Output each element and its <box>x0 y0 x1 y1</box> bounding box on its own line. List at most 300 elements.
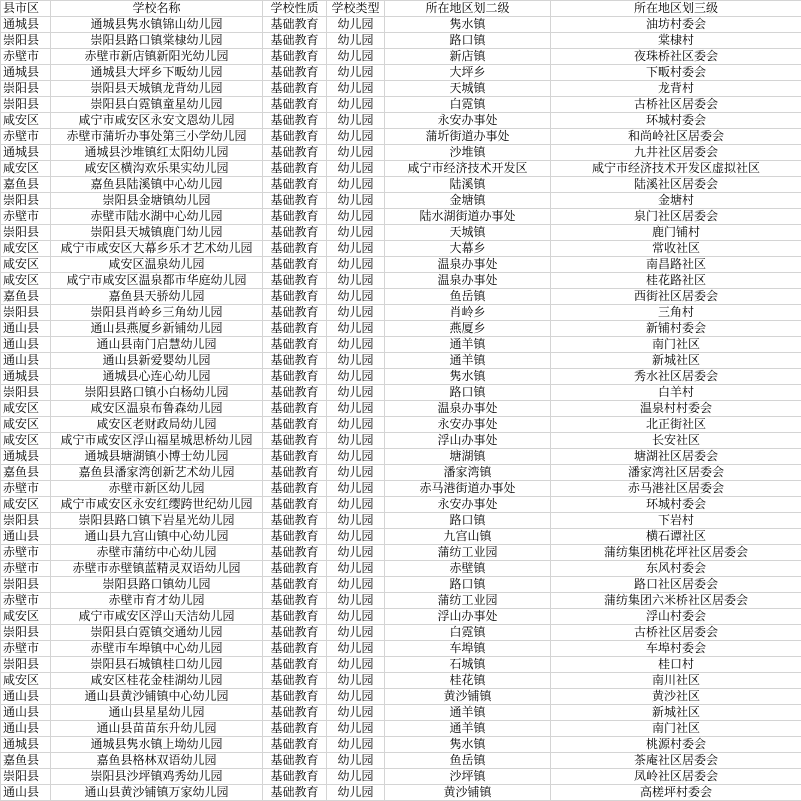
cell-region-level2[interactable]: 车埠镇 <box>385 641 551 657</box>
cell-school-type[interactable]: 幼儿园 <box>327 81 385 97</box>
cell-school-type[interactable]: 幼儿园 <box>327 593 385 609</box>
cell-region-level2[interactable]: 潘家湾镇 <box>385 465 551 481</box>
cell-school-type[interactable]: 幼儿园 <box>327 241 385 257</box>
cell-region-level2[interactable]: 天城镇 <box>385 81 551 97</box>
cell-school-nature[interactable]: 基础教育 <box>263 129 327 145</box>
cell-school-name[interactable]: 通城县塘湖镇小博士幼儿园 <box>51 449 263 465</box>
cell-region-level3[interactable]: 车埠村委会 <box>551 641 801 657</box>
cell-region-level2[interactable]: 温泉办事处 <box>385 273 551 289</box>
cell-region-level2[interactable]: 赤马港街道办事处 <box>385 481 551 497</box>
cell-county[interactable]: 咸安区 <box>1 257 51 273</box>
cell-school-name[interactable]: 赤壁市新区幼儿园 <box>51 481 263 497</box>
cell-region-level2[interactable]: 赤壁镇 <box>385 561 551 577</box>
cell-region-level2[interactable]: 永安办事处 <box>385 417 551 433</box>
cell-school-type[interactable]: 幼儿园 <box>327 65 385 81</box>
cell-county[interactable]: 崇阳县 <box>1 577 51 593</box>
cell-school-name[interactable]: 崇阳县路口镇棠棣幼儿园 <box>51 33 263 49</box>
cell-school-type[interactable]: 幼儿园 <box>327 433 385 449</box>
cell-school-nature[interactable]: 基础教育 <box>263 673 327 689</box>
cell-school-nature[interactable]: 基础教育 <box>263 753 327 769</box>
header-school-nature[interactable]: 学校性质 <box>263 1 327 17</box>
cell-region-level2[interactable]: 鱼岳镇 <box>385 289 551 305</box>
cell-region-level2[interactable]: 浮山办事处 <box>385 433 551 449</box>
cell-county[interactable]: 通山县 <box>1 321 51 337</box>
cell-school-name[interactable]: 咸宁市咸安区永安文恩幼儿园 <box>51 113 263 129</box>
cell-school-type[interactable]: 幼儿园 <box>327 769 385 785</box>
cell-school-nature[interactable]: 基础教育 <box>263 289 327 305</box>
cell-school-name[interactable]: 崇阳县沙坪镇鸡秀幼儿园 <box>51 769 263 785</box>
cell-school-nature[interactable]: 基础教育 <box>263 385 327 401</box>
cell-school-name[interactable]: 崇阳县路口镇幼儿园 <box>51 577 263 593</box>
cell-county[interactable]: 赤壁市 <box>1 481 51 497</box>
cell-school-nature[interactable]: 基础教育 <box>263 625 327 641</box>
cell-region-level3[interactable]: 环城村委会 <box>551 113 801 129</box>
cell-school-type[interactable]: 幼儿园 <box>327 561 385 577</box>
cell-region-level2[interactable]: 永安办事处 <box>385 113 551 129</box>
cell-school-type[interactable]: 幼儿园 <box>327 225 385 241</box>
cell-county[interactable]: 咸安区 <box>1 113 51 129</box>
cell-region-level3[interactable]: 茶庵社区居委会 <box>551 753 801 769</box>
cell-region-level2[interactable]: 通羊镇 <box>385 705 551 721</box>
cell-school-name[interactable]: 咸宁市咸安区温泉都市华庭幼儿园 <box>51 273 263 289</box>
cell-region-level2[interactable]: 鱼岳镇 <box>385 753 551 769</box>
cell-school-nature[interactable]: 基础教育 <box>263 65 327 81</box>
cell-region-level3[interactable]: 塘湖社区居委会 <box>551 449 801 465</box>
cell-region-level2[interactable]: 桂花镇 <box>385 673 551 689</box>
cell-school-type[interactable]: 幼儿园 <box>327 145 385 161</box>
cell-school-name[interactable]: 嘉鱼县陆溪镇中心幼儿园 <box>51 177 263 193</box>
cell-county[interactable]: 赤壁市 <box>1 561 51 577</box>
header-region-level3[interactable]: 所在地区划三级 <box>551 1 801 17</box>
cell-county[interactable]: 崇阳县 <box>1 81 51 97</box>
cell-region-level3[interactable]: 凤岭社区居委会 <box>551 769 801 785</box>
cell-school-name[interactable]: 通山县燕厦乡新铺幼儿园 <box>51 321 263 337</box>
cell-school-type[interactable]: 幼儿园 <box>327 737 385 753</box>
cell-school-nature[interactable]: 基础教育 <box>263 721 327 737</box>
cell-school-name[interactable]: 赤壁市赤壁镇蓝精灵双语幼儿园 <box>51 561 263 577</box>
cell-school-type[interactable]: 幼儿园 <box>327 625 385 641</box>
cell-school-nature[interactable]: 基础教育 <box>263 337 327 353</box>
cell-school-name[interactable]: 崇阳县石城镇桂口幼儿园 <box>51 657 263 673</box>
cell-region-level2[interactable]: 蒲纺工业园 <box>385 593 551 609</box>
cell-region-level2[interactable]: 黄沙铺镇 <box>385 689 551 705</box>
cell-school-type[interactable]: 幼儿园 <box>327 273 385 289</box>
cell-school-type[interactable]: 幼儿园 <box>327 497 385 513</box>
cell-school-name[interactable]: 崇阳县天城镇鹿门幼儿园 <box>51 225 263 241</box>
cell-county[interactable]: 崇阳县 <box>1 513 51 529</box>
cell-region-level3[interactable]: 黄沙社区 <box>551 689 801 705</box>
cell-county[interactable]: 崇阳县 <box>1 193 51 209</box>
cell-region-level2[interactable]: 黄沙铺镇 <box>385 785 551 801</box>
cell-school-type[interactable]: 幼儿园 <box>327 449 385 465</box>
cell-school-type[interactable]: 幼儿园 <box>327 49 385 65</box>
cell-school-name[interactable]: 咸宁市咸安区永安红缨跨世纪幼儿园 <box>51 497 263 513</box>
cell-county[interactable]: 崇阳县 <box>1 657 51 673</box>
cell-region-level3[interactable]: 南门社区 <box>551 721 801 737</box>
cell-county[interactable]: 通城县 <box>1 369 51 385</box>
cell-school-nature[interactable]: 基础教育 <box>263 17 327 33</box>
cell-school-nature[interactable]: 基础教育 <box>263 545 327 561</box>
cell-county[interactable]: 赤壁市 <box>1 209 51 225</box>
cell-county[interactable]: 崇阳县 <box>1 97 51 113</box>
cell-region-level2[interactable]: 永安办事处 <box>385 497 551 513</box>
cell-region-level3[interactable]: 高槎坪村委会 <box>551 785 801 801</box>
cell-county[interactable]: 赤壁市 <box>1 49 51 65</box>
cell-county[interactable]: 通山县 <box>1 785 51 801</box>
cell-county[interactable]: 通城县 <box>1 145 51 161</box>
cell-region-level2[interactable]: 路口镇 <box>385 513 551 529</box>
cell-school-name[interactable]: 咸安区老财政局幼儿园 <box>51 417 263 433</box>
cell-school-nature[interactable]: 基础教育 <box>263 241 327 257</box>
cell-region-level3[interactable]: 温泉村村委会 <box>551 401 801 417</box>
cell-county[interactable]: 咸安区 <box>1 609 51 625</box>
cell-school-nature[interactable]: 基础教育 <box>263 321 327 337</box>
cell-region-level3[interactable]: 新铺村委会 <box>551 321 801 337</box>
cell-region-level3[interactable]: 古桥社区居委会 <box>551 97 801 113</box>
cell-county[interactable]: 咸安区 <box>1 417 51 433</box>
cell-county[interactable]: 赤壁市 <box>1 129 51 145</box>
cell-region-level3[interactable]: 南门社区 <box>551 337 801 353</box>
cell-school-name[interactable]: 赤壁市蒲纺中心幼儿园 <box>51 545 263 561</box>
cell-school-nature[interactable]: 基础教育 <box>263 209 327 225</box>
cell-region-level2[interactable]: 沙堆镇 <box>385 145 551 161</box>
cell-school-name[interactable]: 崇阳县白霓镇交通幼儿园 <box>51 625 263 641</box>
cell-region-level3[interactable]: 和尚岭社区居委会 <box>551 129 801 145</box>
cell-region-level3[interactable]: 桃源村委会 <box>551 737 801 753</box>
cell-region-level3[interactable]: 三角村 <box>551 305 801 321</box>
cell-region-level3[interactable]: 长安社区 <box>551 433 801 449</box>
cell-school-nature[interactable]: 基础教育 <box>263 33 327 49</box>
cell-school-type[interactable]: 幼儿园 <box>327 417 385 433</box>
cell-school-type[interactable]: 幼儿园 <box>327 33 385 49</box>
cell-region-level2[interactable]: 蒲纺工业园 <box>385 545 551 561</box>
cell-school-name[interactable]: 赤壁市新店镇新阳光幼儿园 <box>51 49 263 65</box>
cell-region-level3[interactable]: 蒲纺集团桃花坪社区居委会 <box>551 545 801 561</box>
cell-school-type[interactable]: 幼儿园 <box>327 369 385 385</box>
cell-school-nature[interactable]: 基础教育 <box>263 577 327 593</box>
cell-region-level2[interactable]: 陆水湖街道办事处 <box>385 209 551 225</box>
cell-school-name[interactable]: 咸安区温泉布鲁森幼儿园 <box>51 401 263 417</box>
cell-school-nature[interactable]: 基础教育 <box>263 225 327 241</box>
cell-school-type[interactable]: 幼儿园 <box>327 337 385 353</box>
cell-region-level3[interactable]: 北正街社区 <box>551 417 801 433</box>
cell-region-level3[interactable]: 鹿门铺村 <box>551 225 801 241</box>
cell-county[interactable]: 崇阳县 <box>1 225 51 241</box>
cell-region-level2[interactable]: 白霓镇 <box>385 97 551 113</box>
cell-school-name[interactable]: 崇阳县金塘镇幼儿园 <box>51 193 263 209</box>
cell-school-name[interactable]: 通山县黄沙铺镇万家幼儿园 <box>51 785 263 801</box>
cell-school-name[interactable]: 咸安区温泉幼儿园 <box>51 257 263 273</box>
cell-school-type[interactable]: 幼儿园 <box>327 609 385 625</box>
cell-region-level2[interactable]: 肖岭乡 <box>385 305 551 321</box>
cell-school-type[interactable]: 幼儿园 <box>327 641 385 657</box>
cell-school-name[interactable]: 咸安区桂花金桂湖幼儿园 <box>51 673 263 689</box>
cell-school-type[interactable]: 幼儿园 <box>327 113 385 129</box>
cell-school-name[interactable]: 通山县南门启慧幼儿园 <box>51 337 263 353</box>
cell-school-type[interactable]: 幼儿园 <box>327 401 385 417</box>
cell-region-level3[interactable]: 潘家湾社区居委会 <box>551 465 801 481</box>
cell-school-nature[interactable]: 基础教育 <box>263 81 327 97</box>
cell-school-type[interactable]: 幼儿园 <box>327 465 385 481</box>
cell-region-level2[interactable]: 九宫山镇 <box>385 529 551 545</box>
cell-county[interactable]: 咸安区 <box>1 433 51 449</box>
cell-school-name[interactable]: 嘉鱼县格林双语幼儿园 <box>51 753 263 769</box>
cell-region-level3[interactable]: 下岩村 <box>551 513 801 529</box>
cell-school-type[interactable]: 幼儿园 <box>327 721 385 737</box>
cell-region-level3[interactable]: 浮山村委会 <box>551 609 801 625</box>
cell-region-level2[interactable]: 通羊镇 <box>385 353 551 369</box>
cell-school-nature[interactable]: 基础教育 <box>263 353 327 369</box>
cell-school-nature[interactable]: 基础教育 <box>263 481 327 497</box>
cell-region-level3[interactable]: 泉门社区居委会 <box>551 209 801 225</box>
cell-school-name[interactable]: 通城县隽水镇上坳幼儿园 <box>51 737 263 753</box>
cell-region-level2[interactable]: 温泉办事处 <box>385 401 551 417</box>
cell-school-name[interactable]: 嘉鱼县潘家湾创新艺术幼儿园 <box>51 465 263 481</box>
cell-school-nature[interactable]: 基础教育 <box>263 305 327 321</box>
cell-county[interactable]: 嘉鱼县 <box>1 465 51 481</box>
cell-school-type[interactable]: 幼儿园 <box>327 673 385 689</box>
cell-county[interactable]: 崇阳县 <box>1 33 51 49</box>
cell-region-level3[interactable]: 下畈村委会 <box>551 65 801 81</box>
cell-school-type[interactable]: 幼儿园 <box>327 481 385 497</box>
cell-region-level3[interactable]: 蒲纺集团六米桥社区居委会 <box>551 593 801 609</box>
cell-region-level3[interactable]: 桂花路社区 <box>551 273 801 289</box>
cell-county[interactable]: 咸安区 <box>1 673 51 689</box>
cell-school-name[interactable]: 崇阳县天城镇龙背幼儿园 <box>51 81 263 97</box>
cell-school-nature[interactable]: 基础教育 <box>263 593 327 609</box>
cell-school-nature[interactable]: 基础教育 <box>263 497 327 513</box>
cell-school-type[interactable]: 幼儿园 <box>327 753 385 769</box>
cell-region-level2[interactable]: 隽水镇 <box>385 369 551 385</box>
cell-region-level2[interactable]: 新店镇 <box>385 49 551 65</box>
cell-county[interactable]: 赤壁市 <box>1 641 51 657</box>
cell-region-level3[interactable]: 古桥社区居委会 <box>551 625 801 641</box>
cell-region-level2[interactable]: 塘湖镇 <box>385 449 551 465</box>
cell-school-nature[interactable]: 基础教育 <box>263 97 327 113</box>
cell-county[interactable]: 咸安区 <box>1 161 51 177</box>
cell-county[interactable]: 嘉鱼县 <box>1 177 51 193</box>
cell-school-type[interactable]: 幼儿园 <box>327 321 385 337</box>
cell-school-name[interactable]: 赤壁市蒲圻办事处第三小学幼儿园 <box>51 129 263 145</box>
cell-school-type[interactable]: 幼儿园 <box>327 257 385 273</box>
cell-school-type[interactable]: 幼儿园 <box>327 689 385 705</box>
cell-school-type[interactable]: 幼儿园 <box>327 513 385 529</box>
cell-county[interactable]: 通城县 <box>1 737 51 753</box>
cell-region-level3[interactable]: 夜珠桥社区委会 <box>551 49 801 65</box>
cell-region-level3[interactable]: 白羊村 <box>551 385 801 401</box>
cell-region-level2[interactable]: 大坪乡 <box>385 65 551 81</box>
cell-region-level2[interactable]: 金塘镇 <box>385 193 551 209</box>
cell-region-level3[interactable]: 南川社区 <box>551 673 801 689</box>
cell-region-level2[interactable]: 陆溪镇 <box>385 177 551 193</box>
cell-school-nature[interactable]: 基础教育 <box>263 257 327 273</box>
cell-county[interactable]: 通城县 <box>1 449 51 465</box>
cell-school-name[interactable]: 通城县心连心幼儿园 <box>51 369 263 385</box>
cell-school-name[interactable]: 崇阳县白霓镇童星幼儿园 <box>51 97 263 113</box>
cell-county[interactable]: 通山县 <box>1 529 51 545</box>
cell-county[interactable]: 崇阳县 <box>1 625 51 641</box>
cell-county[interactable]: 通山县 <box>1 337 51 353</box>
cell-region-level2[interactable]: 隽水镇 <box>385 737 551 753</box>
cell-school-type[interactable]: 幼儿园 <box>327 529 385 545</box>
cell-school-type[interactable]: 幼儿园 <box>327 161 385 177</box>
cell-school-name[interactable]: 通山县黄沙铺镇中心幼儿园 <box>51 689 263 705</box>
cell-school-nature[interactable]: 基础教育 <box>263 369 327 385</box>
cell-region-level3[interactable]: 东风村委会 <box>551 561 801 577</box>
cell-school-type[interactable]: 幼儿园 <box>327 209 385 225</box>
cell-region-level2[interactable]: 浮山办事处 <box>385 609 551 625</box>
cell-county[interactable]: 通城县 <box>1 65 51 81</box>
cell-school-name[interactable]: 赤壁市车埠镇中心幼儿园 <box>51 641 263 657</box>
cell-school-nature[interactable]: 基础教育 <box>263 161 327 177</box>
cell-county[interactable]: 崇阳县 <box>1 769 51 785</box>
cell-county[interactable]: 咸安区 <box>1 241 51 257</box>
cell-school-name[interactable]: 通山县星星幼儿园 <box>51 705 263 721</box>
cell-school-nature[interactable]: 基础教育 <box>263 401 327 417</box>
cell-region-level2[interactable]: 路口镇 <box>385 385 551 401</box>
cell-school-type[interactable]: 幼儿园 <box>327 129 385 145</box>
cell-county[interactable]: 通城县 <box>1 17 51 33</box>
cell-school-type[interactable]: 幼儿园 <box>327 545 385 561</box>
cell-region-level2[interactable]: 路口镇 <box>385 33 551 49</box>
cell-school-name[interactable]: 赤壁市育才幼儿园 <box>51 593 263 609</box>
cell-region-level3[interactable]: 龙背村 <box>551 81 801 97</box>
cell-school-nature[interactable]: 基础教育 <box>263 561 327 577</box>
cell-region-level3[interactable]: 西街社区居委会 <box>551 289 801 305</box>
cell-county[interactable]: 崇阳县 <box>1 305 51 321</box>
cell-county[interactable]: 赤壁市 <box>1 593 51 609</box>
cell-school-type[interactable]: 幼儿园 <box>327 385 385 401</box>
cell-region-level3[interactable]: 路口社区居委会 <box>551 577 801 593</box>
cell-region-level3[interactable]: 新城社区 <box>551 705 801 721</box>
header-school-type[interactable]: 学校类型 <box>327 1 385 17</box>
cell-county[interactable]: 崇阳县 <box>1 385 51 401</box>
cell-region-level2[interactable]: 通羊镇 <box>385 721 551 737</box>
cell-county[interactable]: 通山县 <box>1 353 51 369</box>
cell-county[interactable]: 咸安区 <box>1 401 51 417</box>
cell-region-level3[interactable]: 秀水社区居委会 <box>551 369 801 385</box>
cell-school-name[interactable]: 通山县九宫山镇中心幼儿园 <box>51 529 263 545</box>
cell-school-name[interactable]: 赤壁市陆水湖中心幼儿园 <box>51 209 263 225</box>
cell-region-level3[interactable]: 南昌路社区 <box>551 257 801 273</box>
cell-school-nature[interactable]: 基础教育 <box>263 657 327 673</box>
cell-school-name[interactable]: 崇阳县路口镇下岩星光幼儿园 <box>51 513 263 529</box>
cell-school-type[interactable]: 幼儿园 <box>327 353 385 369</box>
cell-school-nature[interactable]: 基础教育 <box>263 705 327 721</box>
cell-school-type[interactable]: 幼儿园 <box>327 17 385 33</box>
cell-school-nature[interactable]: 基础教育 <box>263 449 327 465</box>
cell-school-nature[interactable]: 基础教育 <box>263 49 327 65</box>
header-region-level2[interactable]: 所在地区划二级 <box>385 1 551 17</box>
cell-region-level2[interactable]: 燕厦乡 <box>385 321 551 337</box>
cell-region-level3[interactable]: 九井社区居委会 <box>551 145 801 161</box>
cell-region-level3[interactable]: 金塘村 <box>551 193 801 209</box>
cell-school-nature[interactable]: 基础教育 <box>263 529 327 545</box>
cell-county[interactable]: 赤壁市 <box>1 545 51 561</box>
cell-school-nature[interactable]: 基础教育 <box>263 433 327 449</box>
cell-school-nature[interactable]: 基础教育 <box>263 145 327 161</box>
cell-region-level3[interactable]: 常收社区 <box>551 241 801 257</box>
cell-school-type[interactable]: 幼儿园 <box>327 705 385 721</box>
cell-school-nature[interactable]: 基础教育 <box>263 273 327 289</box>
cell-school-name[interactable]: 通城县大坪乡下畈幼儿园 <box>51 65 263 81</box>
cell-school-nature[interactable]: 基础教育 <box>263 417 327 433</box>
cell-school-nature[interactable]: 基础教育 <box>263 465 327 481</box>
cell-school-type[interactable]: 幼儿园 <box>327 657 385 673</box>
cell-county[interactable]: 通山县 <box>1 721 51 737</box>
cell-region-level2[interactable]: 路口镇 <box>385 577 551 593</box>
cell-school-type[interactable]: 幼儿园 <box>327 577 385 593</box>
cell-region-level3[interactable]: 陆溪社区居委会 <box>551 177 801 193</box>
cell-school-nature[interactable]: 基础教育 <box>263 737 327 753</box>
cell-region-level2[interactable]: 隽水镇 <box>385 17 551 33</box>
cell-school-name[interactable]: 咸宁市咸安区浮山福星城思桥幼儿园 <box>51 433 263 449</box>
header-county[interactable]: 县市区 <box>1 1 51 17</box>
cell-school-type[interactable]: 幼儿园 <box>327 305 385 321</box>
cell-school-nature[interactable]: 基础教育 <box>263 609 327 625</box>
cell-school-nature[interactable]: 基础教育 <box>263 785 327 801</box>
cell-school-name[interactable]: 通城县沙堆镇红太阳幼儿园 <box>51 145 263 161</box>
cell-school-name[interactable]: 嘉鱼县天骄幼儿园 <box>51 289 263 305</box>
cell-region-level3[interactable]: 咸宁市经济技术开发区虚拟社区 <box>551 161 801 177</box>
cell-region-level2[interactable]: 石城镇 <box>385 657 551 673</box>
cell-school-nature[interactable]: 基础教育 <box>263 113 327 129</box>
cell-region-level2[interactable]: 咸宁市经济技术开发区 <box>385 161 551 177</box>
cell-region-level3[interactable]: 横石谭社区 <box>551 529 801 545</box>
cell-school-name[interactable]: 崇阳县肖岭乡三角幼儿园 <box>51 305 263 321</box>
cell-school-name[interactable]: 咸宁市咸安区浮山天洁幼儿园 <box>51 609 263 625</box>
cell-school-nature[interactable]: 基础教育 <box>263 177 327 193</box>
cell-school-nature[interactable]: 基础教育 <box>263 689 327 705</box>
cell-region-level2[interactable]: 天城镇 <box>385 225 551 241</box>
cell-region-level2[interactable]: 白霓镇 <box>385 625 551 641</box>
cell-region-level2[interactable]: 蒲圻街道办事处 <box>385 129 551 145</box>
cell-school-name[interactable]: 咸安区横沟欢乐果实幼儿园 <box>51 161 263 177</box>
cell-school-name[interactable]: 崇阳县路口镇小白杨幼儿园 <box>51 385 263 401</box>
header-school-name[interactable]: 学校名称 <box>51 1 263 17</box>
cell-school-name[interactable]: 通山县新爱婴幼儿园 <box>51 353 263 369</box>
cell-region-level3[interactable]: 新城社区 <box>551 353 801 369</box>
cell-region-level3[interactable]: 赤马港社区居委会 <box>551 481 801 497</box>
cell-county[interactable]: 咸安区 <box>1 497 51 513</box>
cell-school-name[interactable]: 咸宁市咸安区大幕乡乐才艺术幼儿园 <box>51 241 263 257</box>
cell-school-nature[interactable]: 基础教育 <box>263 641 327 657</box>
cell-county[interactable]: 嘉鱼县 <box>1 753 51 769</box>
cell-county[interactable]: 通山县 <box>1 705 51 721</box>
cell-school-type[interactable]: 幼儿园 <box>327 193 385 209</box>
cell-region-level3[interactable]: 环城村委会 <box>551 497 801 513</box>
cell-school-name[interactable]: 通城县隽水镇锦山幼儿园 <box>51 17 263 33</box>
cell-county[interactable]: 通山县 <box>1 689 51 705</box>
cell-county[interactable]: 嘉鱼县 <box>1 289 51 305</box>
cell-region-level2[interactable]: 沙坪镇 <box>385 769 551 785</box>
cell-region-level3[interactable]: 桂口村 <box>551 657 801 673</box>
cell-school-type[interactable]: 幼儿园 <box>327 177 385 193</box>
cell-school-name[interactable]: 通山县苗苗东升幼儿园 <box>51 721 263 737</box>
cell-school-nature[interactable]: 基础教育 <box>263 193 327 209</box>
cell-region-level2[interactable]: 温泉办事处 <box>385 257 551 273</box>
cell-school-type[interactable]: 幼儿园 <box>327 97 385 113</box>
cell-region-level2[interactable]: 大幕乡 <box>385 241 551 257</box>
cell-region-level3[interactable]: 油坊村委会 <box>551 17 801 33</box>
cell-school-nature[interactable]: 基础教育 <box>263 513 327 529</box>
cell-county[interactable]: 咸安区 <box>1 273 51 289</box>
cell-school-nature[interactable]: 基础教育 <box>263 769 327 785</box>
cell-region-level2[interactable]: 通羊镇 <box>385 337 551 353</box>
cell-region-level3[interactable]: 棠棣村 <box>551 33 801 49</box>
cell-school-type[interactable]: 幼儿园 <box>327 785 385 801</box>
cell-school-type[interactable]: 幼儿园 <box>327 289 385 305</box>
